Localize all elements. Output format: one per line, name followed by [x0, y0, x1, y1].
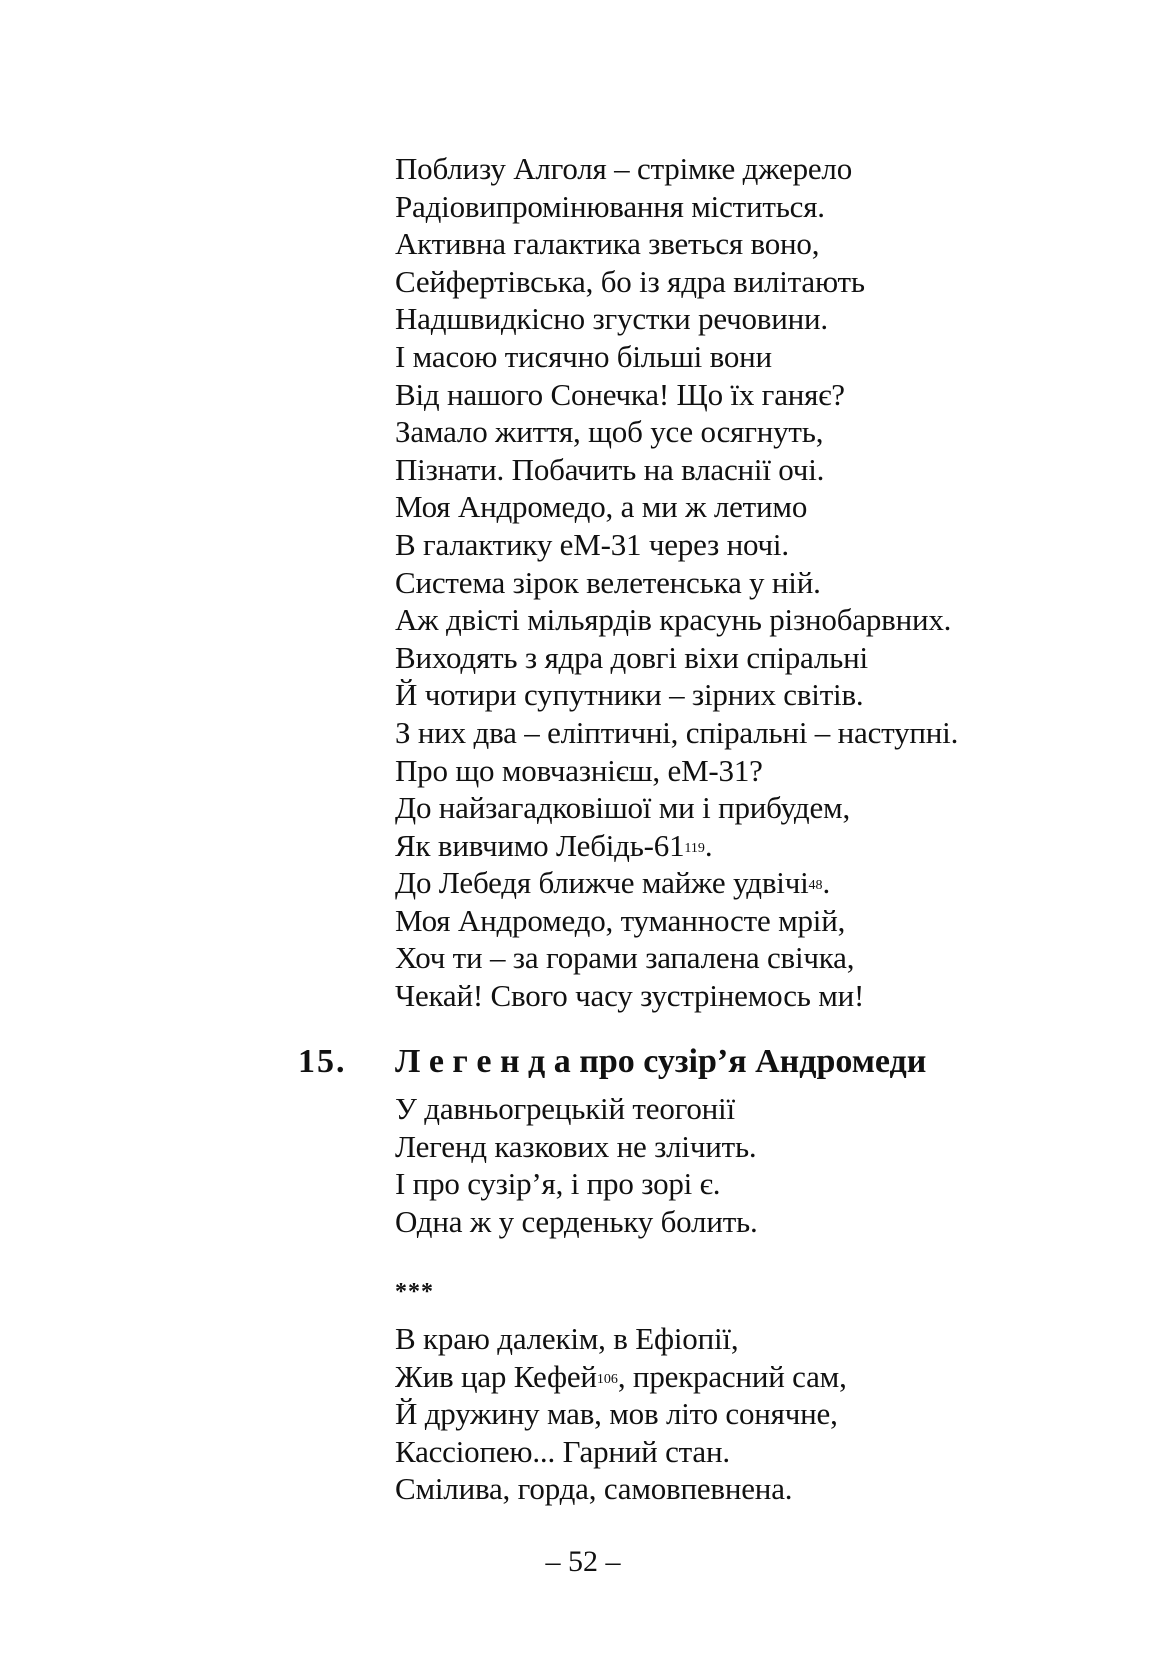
poem-line: Й чотири супутники – зірних світів. [395, 677, 864, 713]
poem-line: З них два – еліптичні, спіральні – наступні. [395, 714, 959, 750]
stanza-line: Легенд казкових не злічить. [395, 1128, 757, 1164]
poem-line: До найзагадковішої ми і прибудем, [395, 790, 850, 826]
poem-line: Активна галактика зветься воно, [395, 226, 820, 262]
stanza-legend [395, 1320, 1035, 1508]
poem-block [395, 150, 1035, 1015]
line-text: Як вивчимо Лебідь-61 [395, 827, 685, 863]
stanza-line: І про сузір’я, і про зорі є. [395, 1166, 721, 1202]
section-separator: *** [395, 1279, 434, 1305]
stanza-line: В краю далекім, в Ефіопії, [395, 1321, 739, 1356]
page-number: – 52 – [545, 1545, 621, 1578]
poem-line-with-footnote [395, 864, 1035, 902]
poem-line: Пізнати. Побачить на власнії очі. [395, 451, 825, 487]
stanza-line: Й дружину мав, мов літо сонячне, [395, 1396, 838, 1432]
line-text-tail: , прекрасний сам, [617, 1358, 847, 1394]
stanza-line: У давньогрецькій теогонії [395, 1091, 735, 1126]
poem-line: Хоч ти – за горами запалена свічка, [395, 940, 855, 976]
poem-line: Моя Андромедо, а ми ж летимо [395, 489, 808, 525]
poem-line: Моя Андромедо, туманносте мрій, [395, 902, 846, 938]
stanza-line-with-footnote [395, 1358, 1035, 1396]
poem-line: Замало життя, щоб усе осягнуть, [395, 414, 824, 450]
poem-line-with-footnote [395, 827, 1035, 865]
stanza-intro [395, 1090, 1035, 1240]
line-text: До Лебедя ближче майже удвічі [395, 865, 809, 901]
line-text: Жив цар Кефей [395, 1358, 597, 1394]
poem-line: Поблизу Алголя – стрімке джерело [395, 151, 852, 186]
footnote-ref: 119 [684, 840, 705, 856]
poem-line: В галактику еМ-31 через ночі. [395, 526, 789, 562]
line-text-tail: . [822, 865, 831, 901]
footnote-ref: 48 [808, 878, 823, 894]
poem-line: Система зірок велетенська у ній. [395, 564, 821, 600]
poem-line: І масою тисячно більші вони [395, 338, 772, 374]
poem-line: Виходять з ядра довгі віхи спіральні [395, 639, 868, 675]
section-title: Л е г е н д а про сузір’я Андромеди [395, 1043, 927, 1080]
poem-line: Надшвидкісно згустки речовини. [395, 301, 828, 337]
line-text-tail: . [704, 827, 713, 863]
stanza-line: Смілива, горда, самовпевнена. [395, 1471, 793, 1507]
poem-line: Радіовипромінювання міститься. [395, 188, 825, 224]
stanza-line: Кассіопею... Гарний стан. [395, 1433, 730, 1469]
poem-line: Про що мовчазнієш, еМ-31? [395, 752, 763, 788]
poem-line: Аж двісті мільярдів красунь різнобарвних. [395, 602, 952, 638]
footnote-ref: 106 [596, 1371, 618, 1387]
poem-line: Від нашого Сонечка! Що їх ганяє? [395, 376, 845, 412]
poem-line: Сейфертівська, бо із ядра вилітають [395, 263, 865, 299]
section-number: 15. [298, 1043, 347, 1080]
poem-line: Чекай! Свого часу зустрінемось ми! [395, 978, 865, 1014]
stanza-line: Одна ж у серденьку болить. [395, 1203, 758, 1239]
